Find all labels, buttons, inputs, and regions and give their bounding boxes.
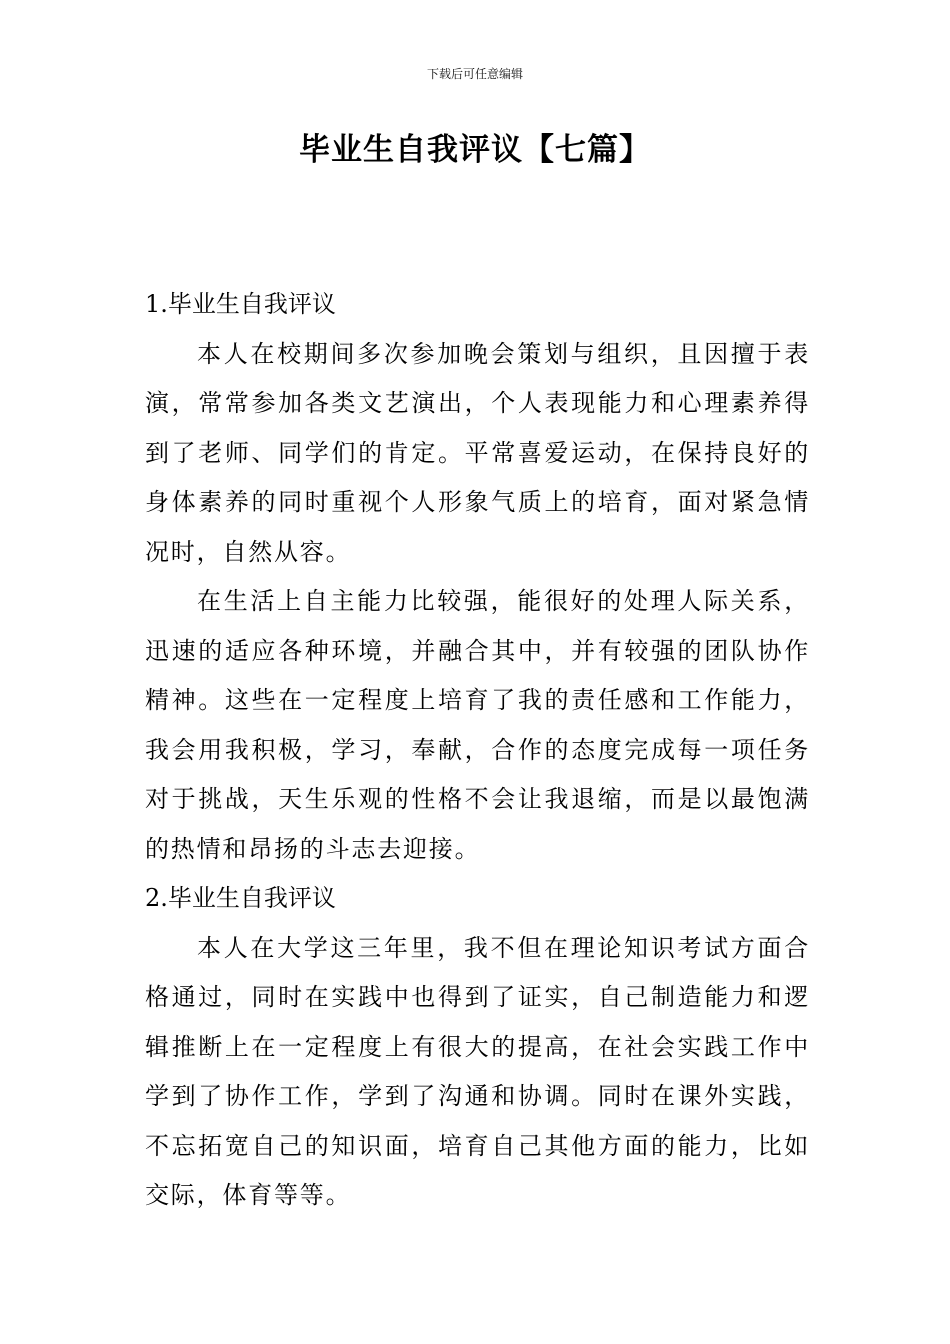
section-2 — [145, 874, 810, 1221]
paragraph: 在生活上自主能力比较强，能很好的处理人际关系，迅速的适应各种环境，并融合其中，并有较强的团队协作精神。这些在一定程度上培育了我的责任感和工作能力，我会用我积极，学习，奉献，合作的态度完成每一项任务对于挑战，天生乐观的性格不会让我退缩，而是以最饱满的热情和昂扬的斗志去迎接。 — [145, 587, 810, 863]
paragraph: 本人在大学这三年里，我不但在理论知识考试方面合格通过，同时在实践中也得到了证实，自己制造能力和逻辑推断上在一定程度上有很大的提高，在社会实践工作中学到了协作工作，学到了沟通和协调。同时在课外实践，不忘拓宽自己的知识面，培育自己其他方面的能力，比如交际，体育等等。 — [145, 933, 810, 1209]
document-body — [145, 280, 810, 1221]
header-note: 下载后可任意编辑 — [426, 67, 523, 81]
section-1 — [145, 280, 810, 874]
section-heading: 1.毕业生自我评议 — [145, 290, 336, 318]
paragraph: 本人在校期间多次参加晚会策划与组织，且因擅于表演，常常参加各类文艺演出，个人表现能力和心理素养得到了老师、同学们的肯定。平常喜爱运动，在保持良好的身体素养的同时重视个人形象气质上的培育，面对紧急情况时，自然从容。 — [145, 339, 810, 566]
document-title: 毕业生自我评议【七篇】 — [299, 132, 651, 168]
section-heading: 2.毕业生自我评议 — [145, 884, 336, 912]
